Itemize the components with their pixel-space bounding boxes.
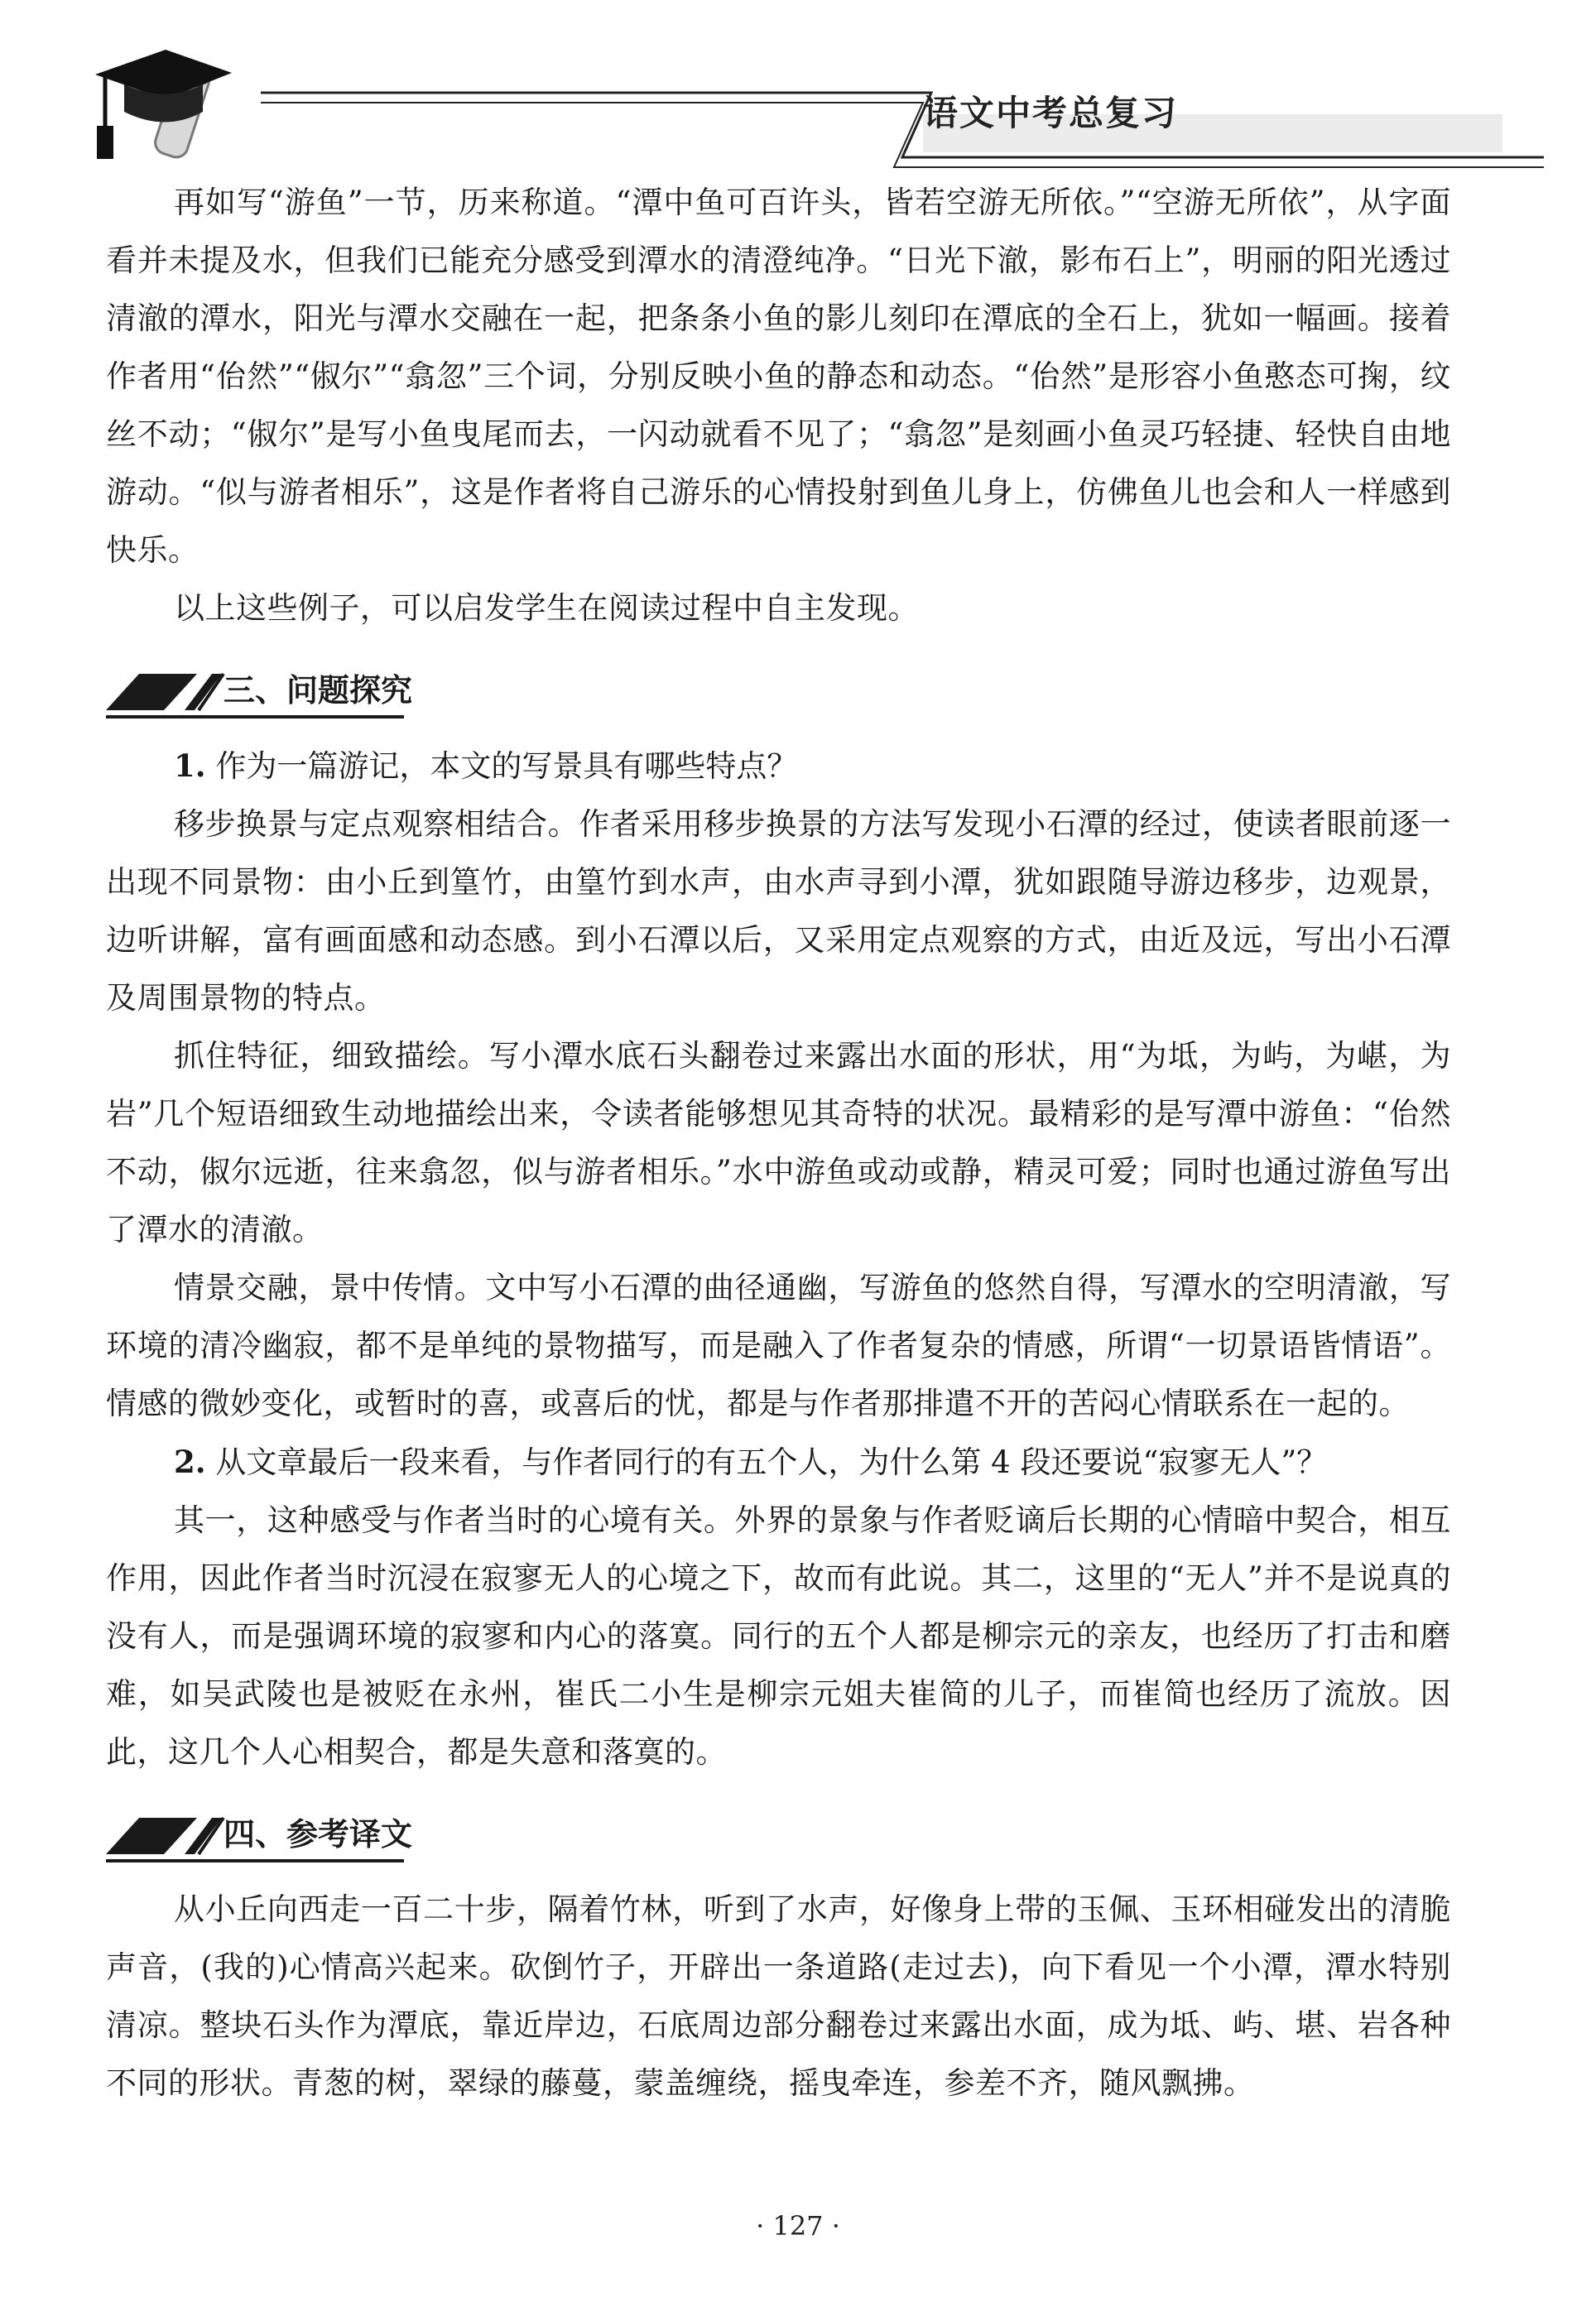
page-number: · 127 · [756, 2210, 840, 2242]
paragraph: 移步换景与定点观察相结合。作者采用移步换景的方法写发现小石潭的经过，使读者眼前逐一出现不同景物：由小丘到篁竹，由篁竹到水声，由水声寻到小潭，犹如跟随导游边移步，边观景，边听讲解，富有画面感和动态感。到小石潭以后，又采用定点观察的方式，由近及远，写出小石潭及周围景物的特点。 [106, 806, 1451, 1016]
section-heading [106, 662, 1451, 722]
section-rule [106, 715, 404, 719]
section-heading [106, 1806, 1451, 1866]
paragraph: 从小丘向西走一百二十步，隔着竹林，听到了水声，好像身上带的玉佩、玉环相碰发出的清脆声音，(我的)心情高兴起来。砍倒竹子，开辟出一条道路(走过去)，向下看见一个小潭，潭水特别清凉。整块石头作为潭底，靠近岸边，石底周边部分翻卷过来露出水面，成为坻、屿、堪、岩各种不同的形状。青葱的树，翠绿的藤蔓，蒙盖缠绕，摇曳牵连，参差不齐，随风飘拂。 [106, 1891, 1451, 2101]
paragraph: 再如写“游鱼”一节，历来称道。“潭中鱼可百许头，皆若空游无所依。”“空游无所依”，从字面看并未提及水，但我们已能充分感受到潭水的清澄纯净。“日光下澈，影布石上”，明丽的阳光透过清澈的潭水，阳光与潭水交融在一起，把条条小鱼的影儿刻印在潭底的全石上，犹如一幅画。接着作者用“佁然”“俶尔”“翕忽”三个词，分别反映小鱼的静态和动态。“佁然”是形容小鱼憨态可掬，纹丝不动；“俶尔”是写小鱼曳尾而去，一闪动就看不见了；“翕忽”是刻画小鱼灵巧轻捷、轻快自由地游动。“似与游者相乐”，这是作者将自己游乐的心情投射到鱼儿身上，仿佛鱼儿也会和人一样感到快乐。 [106, 185, 1451, 568]
section-title: 三、问题探究 [224, 672, 413, 709]
header-title: 语文中考总复习 [923, 93, 1179, 133]
section-rule [106, 1859, 404, 1862]
question-number: 2. [174, 1444, 206, 1480]
paragraph: 情景交融，景中传情。文中写小石潭的曲径通幽，写游鱼的悠然自得，写潭水的空明清澈，写环境的清冷幽寂，都不是单纯的景物描写，而是融入了作者复杂的情感，所谓“一切景语皆情语”。情感的微妙变化，或暂时的喜，或喜后的忧，都是与作者那排遣不开的苦闷心情联系在一起的。 [106, 1270, 1451, 1421]
question-number: 1. [174, 747, 206, 784]
paragraph: 其一，这种感受与作者当时的心境有关。外界的景象与作者贬谪后长期的心情暗中契合，相互作用，因此作者当时沉浸在寂寥无人的心境之下，故而有此说。其二，这里的“无人”并不是说真的没有人，而是强调环境的寂寥和内心的落寞。同行的五个人都是柳宗元的亲友，也经历了打击和磨难，如吴武陵也是被贬在永州，崔氏二小生是柳宗元姐夫崔简的儿子，而崔简也经历了流放。因此，这几个人心相契合，都是失意和落寞的。 [106, 1502, 1451, 1770]
section-marker-icon [106, 667, 238, 714]
page-body [106, 174, 1451, 2112]
page-header [87, 33, 1461, 174]
question-text: 作为一篇游记，本文的写景具有哪些特点？ [205, 748, 798, 784]
question-text: 从文章最后一段来看，与作者同行的有五个人，为什么第 4 段还要说“寂寥无人”？ [205, 1444, 1328, 1480]
paragraph: 抓住特征，细致描绘。写小潭水底石头翻卷过来露出水面的形状，用“为坻，为屿，为嵁，为岩”几个短语细致生动地描绘出来，令读者能够想见其奇特的状况。最精彩的是写潭中游鱼：“佁然不动，俶尔远逝，往来翕忽，似与游者相乐。”水中游鱼或动或静，精灵可爱；同时也通过游鱼写出了潭水的清澈。 [106, 1038, 1451, 1247]
question [106, 1433, 1451, 1492]
question [106, 737, 1451, 795]
section-title: 四、参考译文 [224, 1816, 413, 1853]
section-marker-icon [106, 1811, 238, 1858]
paragraph: 以上这些例子，可以启发学生在阅读过程中自主发现。 [174, 590, 919, 626]
